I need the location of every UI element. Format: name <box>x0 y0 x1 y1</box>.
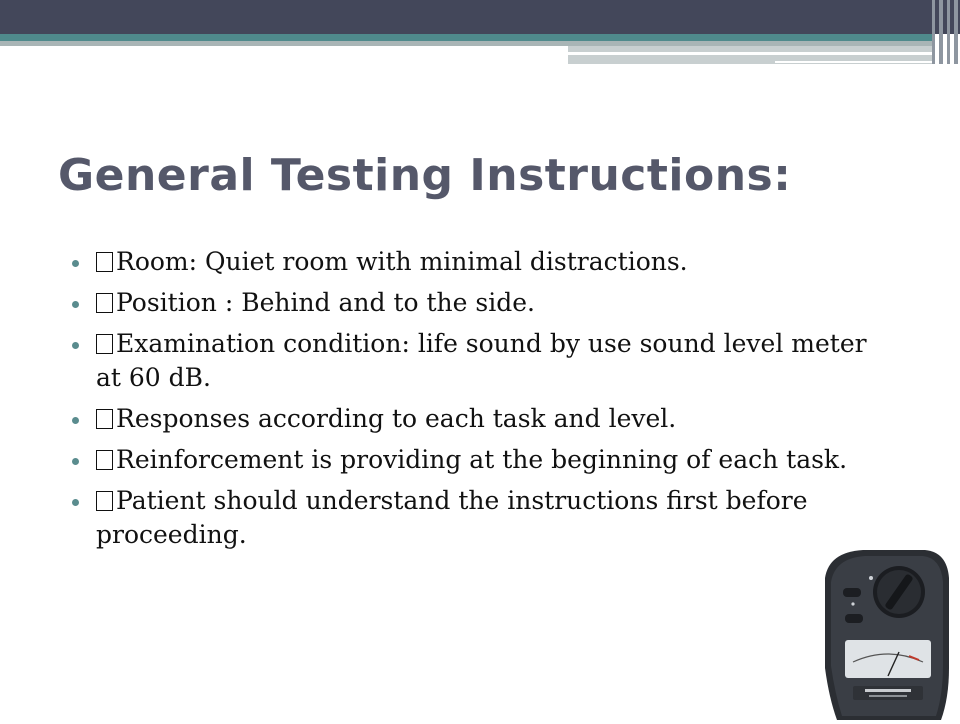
checkbox-glyph-icon <box>96 450 113 470</box>
bullet-list <box>70 245 890 559</box>
bullet-icon <box>72 342 79 349</box>
checkbox-glyph-icon <box>96 491 113 511</box>
list-item-text: Room: Quiet room with minimal distractions. <box>116 247 688 276</box>
bullet-icon <box>72 301 79 308</box>
decor-strip <box>568 52 890 54</box>
corner-stripes <box>930 0 960 64</box>
list-item <box>70 443 890 477</box>
bullet-icon <box>72 458 79 465</box>
bullet-icon <box>72 417 79 424</box>
top-accent-stripe <box>0 34 935 41</box>
list-item-text: Responses according to each task and level. <box>116 404 677 433</box>
bullet-icon <box>72 260 79 267</box>
sound-level-meter-icon <box>815 548 955 720</box>
list-item <box>70 245 890 279</box>
checkbox-glyph-icon <box>96 293 113 313</box>
bullet-icon <box>72 499 79 506</box>
list-item <box>70 484 890 552</box>
checkbox-glyph-icon <box>96 252 113 272</box>
list-item <box>70 327 890 395</box>
list-item-text: Reinforcement is providing at the beginning of each task. <box>116 445 848 474</box>
list-item <box>70 402 890 436</box>
list-item-text: Position : Behind and to the side. <box>116 288 535 317</box>
top-bar <box>0 0 960 34</box>
checkbox-glyph-icon <box>96 409 113 429</box>
decor-strip <box>775 61 934 63</box>
list-item-text: Examination condition: life sound by use sound level meter at 60 dB. <box>96 329 867 392</box>
list-item-text: Patient should understand the instructions first before proceeding. <box>96 486 808 549</box>
list-item <box>70 286 890 320</box>
checkbox-glyph-icon <box>96 334 113 354</box>
slide-title: General Testing Instructions: <box>58 150 792 201</box>
